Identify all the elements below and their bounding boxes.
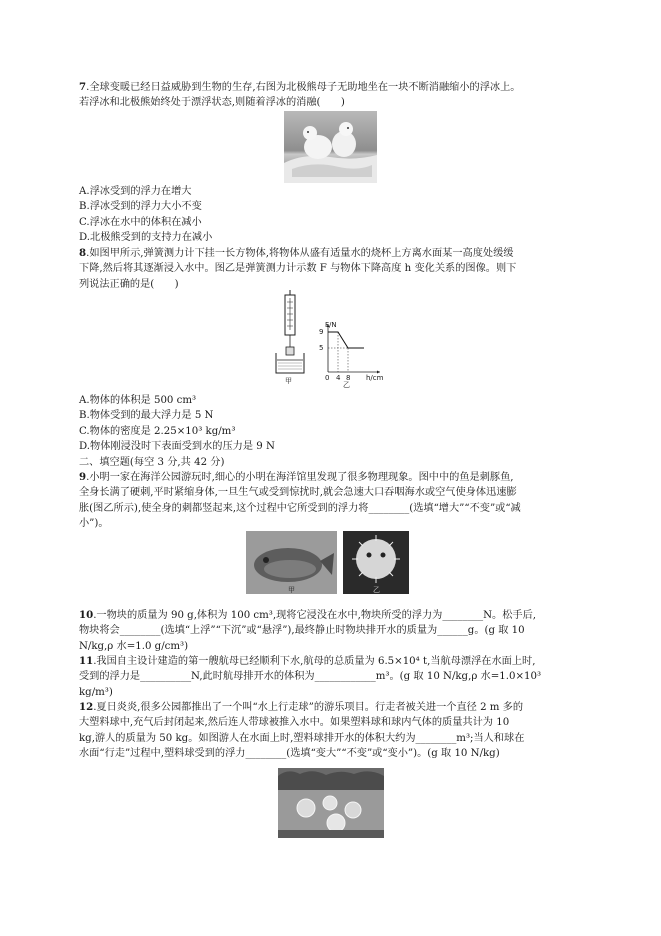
section-heading: 二、填空题(每空 3 分,共 42 分)	[79, 456, 225, 468]
question-number: 8	[79, 247, 87, 259]
question-text: .全球变暖已经日益威胁到生物的生存,右图为北极熊母子无助地坐在一块不断消融缩小的浮冰上。	[86, 82, 521, 93]
figure-label-jia: 甲	[285, 377, 292, 385]
graph-y-tick-5: 5	[319, 344, 324, 352]
question-number: 10	[79, 609, 94, 621]
question-text: kg/m³)	[79, 686, 113, 698]
photo-label-jia: 甲	[288, 586, 295, 594]
question-number: 11	[79, 655, 94, 667]
question-text: .夏日炎炎,很多公园都推出了一个叫“水上行走球”的游乐项目。行走者被关进一个直径 2 m 多的	[93, 702, 524, 713]
question-text: 下降,然后将其逐渐浸入水中。图乙是弹簧测力计示数 F 与物体下降高度 h 变化关系的图像。则下	[79, 263, 517, 275]
pufferfish-photo-jia	[246, 531, 337, 594]
question-text: .小明一家在海洋公园游玩时,细心的小明在海洋馆里发现了很多物理现象。图中中的鱼是刺豚鱼,	[86, 472, 514, 483]
option-d: D.物体刚浸没时下表面受到水的压力是 9 N	[79, 441, 275, 453]
question-text: 物块将会________(选填“上浮”“下沉”或“悬浮”),最终静止时物块排开水的质量为______g。(g 取 10	[79, 625, 525, 637]
question-10	[79, 608, 599, 654]
option-a: A.浮冰受到的浮力在增大	[79, 186, 192, 197]
option-b: B.物体受到的最大浮力是 5 N	[79, 410, 214, 422]
option-a: A.物体的体积是 500 cm³	[79, 395, 197, 406]
polar-bear-photo	[284, 111, 377, 183]
question-text: .一物块的质量为 90 g,体积为 100 cm³,现将它浸没在水中,物块所受的浮力为________N。松手后,	[93, 610, 536, 621]
question-text: kg,游人的质量为 50 kg。如图游人在水面上时,塑料球排开水的体积大约为________m³;当人和球在	[79, 732, 525, 744]
graph-x-tick-8: 8	[346, 374, 351, 382]
option-c: C.物体的密度是 2.25×10³ kg/m³	[79, 425, 236, 437]
question-text: 列说法正确的是( )	[79, 278, 179, 290]
question-text: 胀(图乙所示),使全身的刺都竖起来,这个过程中它所受到的浮力将________(选填“增大”“不变”或“减	[79, 502, 521, 514]
question-number: 9	[79, 471, 87, 483]
question-text: 若浮冰和北极熊始终处于漂浮状态,则随着浮冰的消融( )	[79, 97, 345, 109]
water-ball-photo	[278, 768, 384, 838]
question-11	[79, 654, 599, 700]
graph-y-tick-9: 9	[319, 328, 324, 336]
graph-x-tick-4: 4	[336, 374, 341, 382]
question-number: 12	[79, 701, 94, 713]
option-d: D.北极熊受到的支持力在减小	[79, 232, 213, 244]
question-text: .如图甲所示,弹簧测力计下挂一长方物体,将物体从盛有适量水的烧杯上方离水面某一高度处缓缓	[86, 248, 514, 259]
question-8	[79, 246, 599, 292]
graph-x-tick-0: 0	[325, 374, 330, 382]
question-text: .我国自主设计建造的第一艘航母已经顺利下水,航母的总质量为 6.5×10⁴ t,当航母漂浮在水面上时,	[93, 656, 536, 667]
question-8-options	[79, 393, 599, 470]
option-c: C.浮冰在水中的体积在减小	[79, 216, 202, 228]
graph-x-label: h/cm	[366, 374, 384, 382]
question-9	[79, 470, 599, 532]
figure-8	[268, 290, 388, 389]
question-text: 小”)。	[79, 518, 109, 530]
figure-label-yi: 乙	[343, 381, 350, 389]
graph-y-label: F/N	[325, 321, 337, 329]
question-text: 水面“行走”过程中,塑料球受到的浮力________(选填“变大”“不变”或“变小”)。(g 取 10 N/kg)	[79, 748, 500, 760]
question-7-options	[79, 184, 599, 246]
question-text: 受到的浮力是__________N,此时航母排开水的体积为____________m³。(g 取 10 N/kg,ρ 水=1.0×10³	[79, 671, 542, 683]
spring-scale-diagram	[268, 290, 388, 385]
question-text: 全身长满了硬刺,平时紧缩身体,一旦生气或受到惊扰时,就会急速大口吞咽海水或空气使身体迅速膨	[79, 487, 517, 499]
question-text: 大塑料球中,充气后封闭起来,然后连人带球被推入水中。如果塑料球和球内气体的质量共计为 10	[79, 717, 510, 729]
photo-label-yi: 乙	[373, 586, 380, 594]
option-b: B.浮冰受到的浮力大小不变	[79, 201, 202, 213]
question-text: N/kg,ρ 水=1.0 g/cm³)	[79, 640, 189, 652]
question-number: 7	[79, 81, 87, 93]
pufferfish-photo-yi	[343, 531, 409, 594]
graph-line	[328, 332, 364, 348]
question-12	[79, 700, 599, 762]
question-7	[79, 80, 599, 111]
